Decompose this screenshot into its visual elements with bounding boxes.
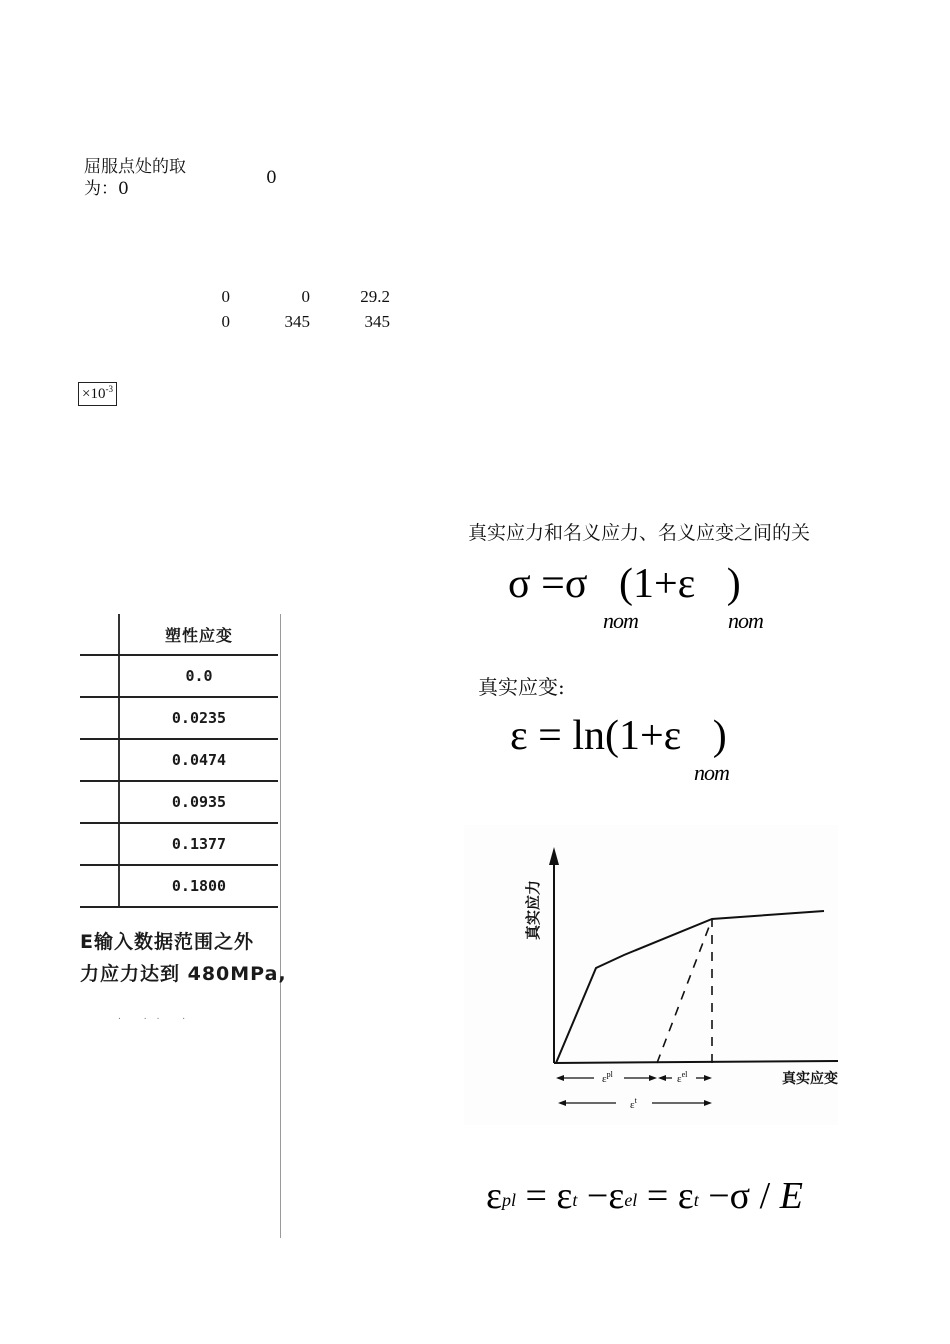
table-cell (80, 739, 119, 781)
true-stress-formula: σ =σ (1+ε ) (508, 561, 741, 607)
formula-symbol: ε (677, 1175, 694, 1217)
scan-note-line: 力应力达到 480MPa, (80, 963, 287, 985)
plastic-strain-value: 0.0 (119, 655, 278, 697)
diagram-y-label (524, 914, 542, 940)
plastic-strain-formula (486, 1174, 803, 1218)
table-header-row (80, 614, 278, 655)
scan-note (80, 926, 287, 990)
table-cell (80, 655, 119, 697)
plastic-strain-table (80, 614, 278, 908)
table-row (80, 655, 278, 697)
eps-pl-label: $\varepsilon^{pl}$ (602, 1070, 613, 1085)
true-strain-label: 真实应变: (478, 675, 565, 699)
table-row (80, 781, 278, 823)
scan-speck: . .. . (118, 1012, 196, 1022)
formula-subscript: t (693, 1190, 699, 1210)
table-cell (80, 697, 119, 739)
formula-symbol: / (759, 1175, 771, 1217)
formula-subscript: pl (501, 1190, 516, 1210)
diagram-x-label: 真实应变 (782, 1071, 838, 1087)
table-cell: 29.2 (360, 286, 390, 306)
subscript-nom: nom (694, 760, 729, 785)
table-cell: 345 (364, 311, 390, 331)
table-cell: 0 (221, 311, 230, 331)
plastic-strain-value: 0.0474 (119, 739, 278, 781)
formula-symbol: − (708, 1175, 730, 1217)
plastic-strain-value: 0.1377 (119, 823, 278, 865)
eps-el-label: $\varepsilon^{el}$ (677, 1070, 688, 1085)
table-row (80, 739, 278, 781)
table-cell: 345 (284, 311, 310, 331)
table-row (150, 284, 390, 309)
table-cell (80, 781, 119, 823)
formula-symbol: ε (556, 1175, 573, 1217)
table-cell: 0 (301, 286, 310, 306)
formula-symbol: ε (486, 1175, 502, 1217)
yield-point-value: 0 (266, 168, 277, 188)
table-row (150, 309, 390, 334)
subscript-nom: nom (728, 608, 763, 633)
yield-point-note: 屈服点处的取为：0 (84, 157, 186, 199)
eps-t-label: $\varepsilon^t$ (630, 1096, 637, 1111)
true-strain-formula: ε = ln(1+ε ) (510, 713, 727, 759)
subscript-nom: nom (603, 608, 638, 633)
table-cell: 0 (221, 286, 230, 306)
table-cell (80, 823, 119, 865)
plastic-strain-value: 0.0235 (119, 697, 278, 739)
table-row (80, 865, 278, 907)
formula-symbol: − (586, 1175, 609, 1217)
scale-exponent: -3 (105, 384, 113, 394)
table-cell (80, 865, 119, 907)
strain-stress-numbers (150, 284, 390, 334)
relation-text: 真实应力和名义应力、名义应变之间的关 (468, 522, 811, 544)
formula-symbol: E (779, 1175, 803, 1217)
plastic-strain-value: 0.1800 (119, 865, 278, 907)
scale-base: ×10 (82, 386, 106, 402)
table-row (80, 697, 278, 739)
formula-subscript: el (624, 1190, 638, 1210)
formula-subscript: t (572, 1190, 578, 1210)
formula-symbol: σ (729, 1175, 751, 1217)
table-row (80, 823, 278, 865)
table-cell (80, 614, 119, 655)
scan-note-line: E输入数据范围之外 (80, 931, 254, 953)
formula-symbol: = (646, 1175, 669, 1217)
scale-factor-box (78, 382, 117, 406)
plastic-strain-value: 0.0935 (119, 781, 278, 823)
formula-symbol: ε (608, 1175, 625, 1217)
plastic-strain-header: 塑性应变 (119, 614, 278, 655)
formula-symbol: = (525, 1175, 547, 1217)
